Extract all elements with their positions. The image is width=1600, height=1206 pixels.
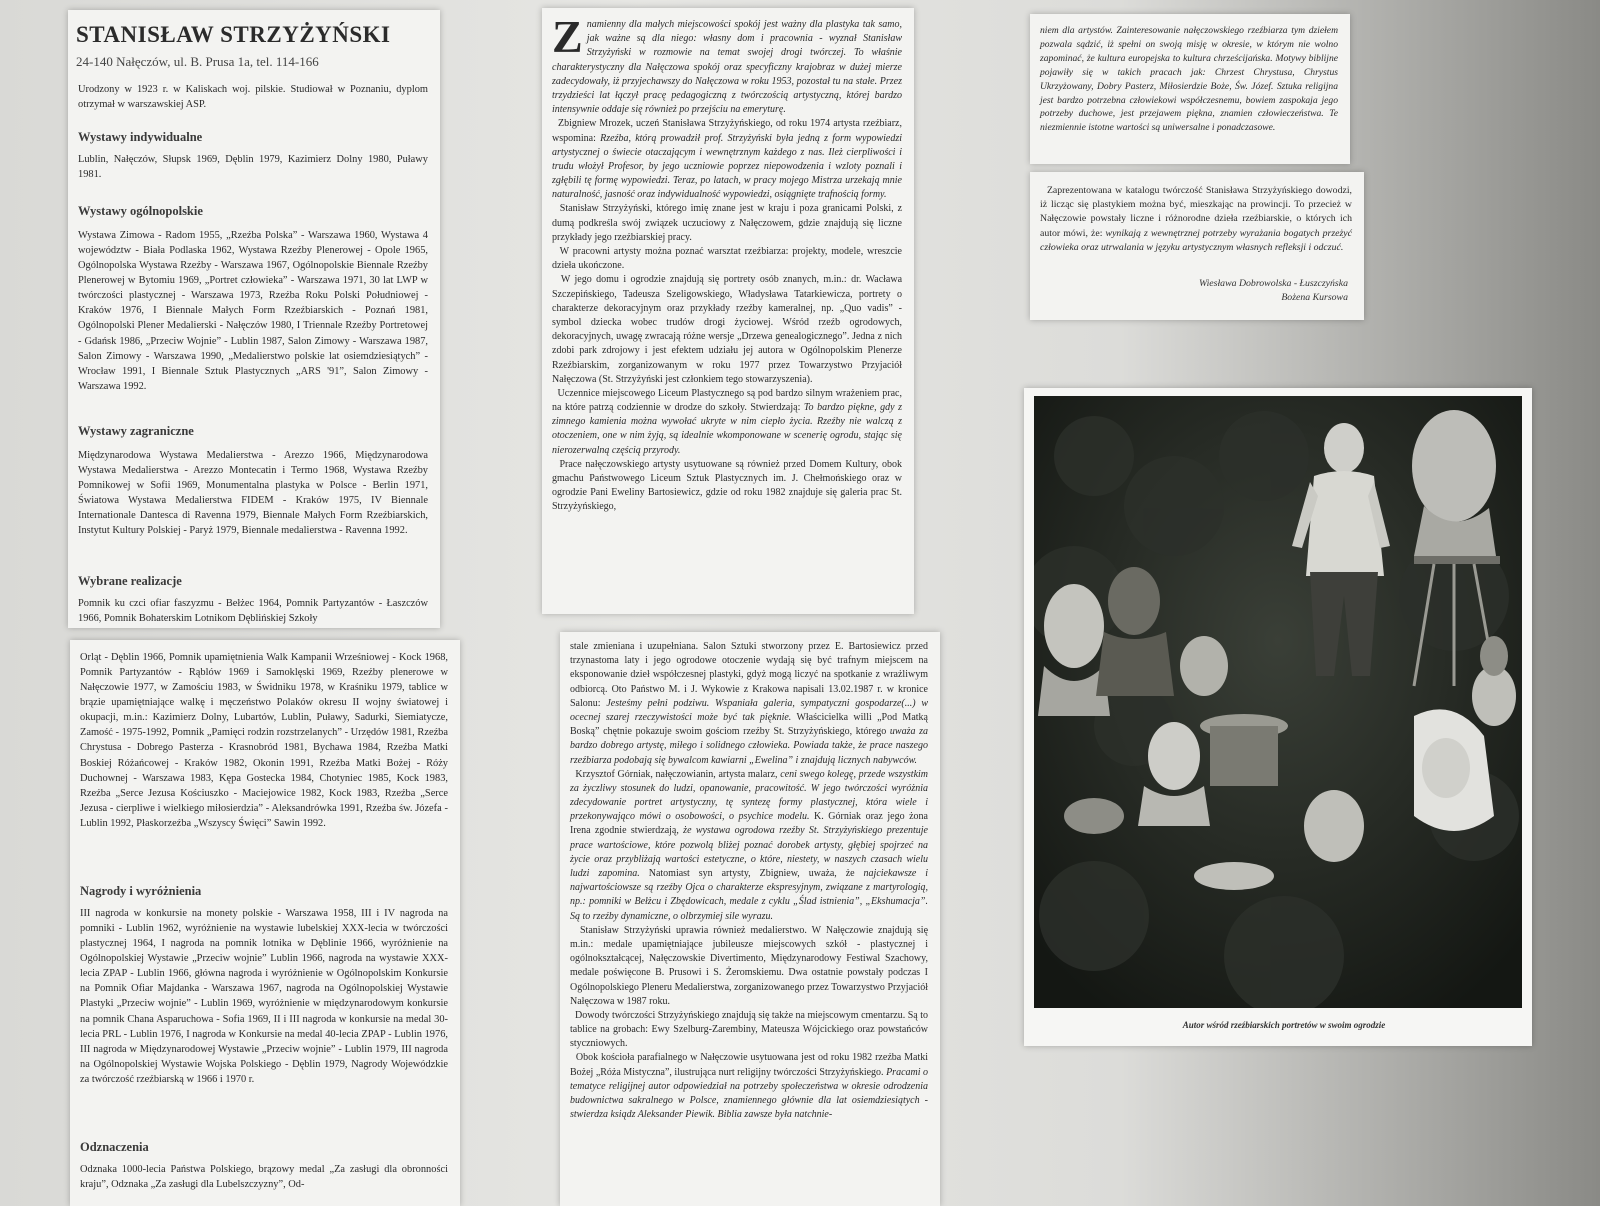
text-odznaczenia: Odznaka 1000-lecia Państwa Polskiego, brązowy medal „Za zasługi dla obronności kraju”, Odznaka „Za zasługi dla Lubelszczyzny”, Od-	[80, 1164, 448, 1191]
article-paragraph-4: W pracowni artysty można poznać warsztat rzeźbiarza: projekty, modele, wreszcie dzieła ukończone.	[552, 246, 902, 272]
heading-indywidualne: Wystawy indywidualne	[78, 130, 203, 144]
article-column-1	[552, 11, 903, 515]
article-paragraph-3: Stanisław Strzyżyński, którego imię znane jest w kraju i poza granicami Polski, z dumą podkreśla swój związek uczuciowy z Nałęczowem, gdzie znajdują się liczne przykłady jego rzeźbiarskiej pracy.	[552, 203, 903, 243]
summary-author-2: Bożena Kursowa	[1281, 292, 1348, 303]
article-quote-gorniak-couple: że wystawa ogrodowa rzeźby St. Strzyżyńskiego prezentuje prace wartościowe, które pozwolą bliżej poznać dorobek artysty, głębiej spojrzeć na życie oraz przybliżają wartości estetyczne, o które, niestety, w naszych czasach wielu ludzi zapomina.	[570, 825, 928, 879]
article-paragraph-10: Stanisław Strzyżyński uprawia również medalierstwo. W Nałęczowie znajdują się m.in.: medale upamiętniające jubileusze miejscowych szkół - plastycznej i ogólnokształcącej, Nałęczowskie Divertimento, Międzynarodowy Festiwal Szachowy, medale poświęcone B. Prusowi i S. Żeromskiemu. Dwa ostatnie powstały podczas I Ogólnopolskiego Pleneru Medalierstwa, zorganizowanego przez Towarzystwo Przyjaciół Nałęczowa w 1987 roku.	[570, 924, 929, 1007]
article-paragraph-9: Krzysztof Górniak, nałęczowianin, artysta malarz,	[575, 768, 778, 780]
page-title: STANISŁAW STRZYŻYŃSKI	[76, 22, 391, 47]
sheet-summary	[1030, 172, 1364, 320]
article-paragraph-8b: Właścicielka willi „Pod Matką Boską” chętnie pokazuje swoim gościom rzeźby St. Strzyżyńskiego, którego	[570, 711, 928, 738]
article-paragraph-8: stale zmieniana i uzupełniana. Salon Sztuki stworzony przez E. Bartosiewicz przed trzynastoma laty i jego ogrodowe otoczenie wydają się być trafnym miejscem na eksponowanie dzieł współczesnej plastyki, gdyż mogą liczyć na spotkanie z wrażliwym odbiorcą. Oto Państwo M. i J. Wykowie z Krakowa napisali 13.02.1987 r. w kronice Salonu:	[570, 641, 928, 709]
heading-odznaczenia: Odznaczenia	[80, 1140, 149, 1154]
summary-quote: wynikają z wewnętrznej potrzeby wyrażania bogatych przeżyć człowieka oraz utrwalania w języku artystycznym własnych refleksji i odczuć.	[1040, 227, 1352, 253]
heading-realizacje: Wybrane realizacje	[78, 574, 182, 588]
article-quote-owner: uważa za bardzo dobrego artystę, miłego i solidnego człowieka. Powiada także, że prace naszego rzeźbiarza podobają się bywalcom kawiarni „Ewelina” i znajdują licznych nabywców.	[570, 726, 928, 766]
article-quote-mrozek: Rzeźba, którą prowadził prof. Strzyżyński była jedną z form wypowiedzi artystycznej o świecie otaczającym i wewnętrznym każdego z nas. Ileż cierpliwości i trudu włożył Profesor, by jego uczniowie poprzez niepowodzenia i wzloty poznali i zgłębili tę formę wypowiedzi. Teraz, po latach, w pracy mojego Mistrza urzekają mnie naturalność, jasność oraz indywidualność wypowiedzi, osiągnięte trafnością formy.	[552, 132, 903, 201]
text-realizacje-continued: Orląt - Dęblin 1966, Pomnik upamiętnienia Walk Kampanii Wrześniowej - Kock 1968, Pomnik Partyzantów - Rąblów 1969 i Samoklęski 1969, Rzeźby plenerowe w Nałęczowie 1977, w Zamościu 1983, w Świdniku 1978, w Kraśniku 1979, tablice w brązie upamiętniające walkę i męczeństwo Polaków okresu II wojny światowej i okupacji, m.in.: Kazimierz Dolny, Lubartów, Lublin, Puławy, Sadurki, Siemiatycze, Zamość - 1975-1992, Pomnik „Pamięci rodzin rozstrzelanych” - Urzędów 1981, Rzeźba Chrystusa - Dobrego Pasterza - Krasnobród 1981, Bychawa 1984, Rzeźba Matki Boskiej Różańcowej - Kraków 1982, Okonin 1991, Rzeźba Matki Bożej - Róży Duchownej - Warszawa 1983, Kępa Gostecka 1984, Chotyniec 1985, Kock 1983, Rzeźba „Serce Jezusa Kościuszko - Maciejowice 1982, Kock 1983, Rzeźba „Serce Jezusa - cierpliwe i wielkiego miłosierdzia” - Aleksandrówka 1991, Rzeźba św. Józefa - Lublin 1992, Płaskorzeźba „Wszyscy Święci” Sawin 1992.	[80, 652, 448, 829]
heading-zagraniczne: Wystawy zagraniczne	[78, 424, 194, 438]
article-paragraph-7: Prace nałęczowskiego artysty usytuowane są również przed Domem Kultury, obok gmachu Państwowego Liceum Sztuk Plastycznych im. J. Chełmońskiego oraz w ogrodzie Pani Eweliny Bartosiewicz, gdzie od roku 1982 znajduje się galeria prac St. Strzyżyńskiego,	[552, 458, 903, 513]
dropcap-letter: Z	[552, 11, 583, 62]
article-paragraph-1: namienny dla małych miejscowości spokój jest ważny dla plastyka tak samo, jak ważne są dla niego: własny dom i pracownia - wyznał Stanisław Strzyżyński w rozmowie na temat swojej drogi twórczej. To właśnie charakterystyczny dla Nałęczowa spokój oraz specyficzny krajobraz w dużej mierze zadecydowały, iż przyjechawszy do Nałęczowa w roku 1953, pozostał tu na stałe. Przez trzydzieści lat łączył pracę pedagogiczną z twórczością artystyczną, której bardzo intensywnie oddaje się również po przejściu na emeryturę.	[552, 19, 902, 116]
text-indywidualne: Lublin, Nałęczów, Słupsk 1969, Dęblin 1979, Kazimierz Dolny 1980, Puławy 1981.	[78, 154, 428, 181]
garden-portrait-photo	[1034, 396, 1522, 1008]
article-paragraph-2: Zbigniew Mrozek, uczeń Stanisława Strzyżyńskiego, od roku 1974 artysta rzeźbiarz, wspomina:	[552, 118, 902, 144]
article-paragraph-11: Dowody twórczości Strzyżyńskiego znajdują się także na miejscowym cmentarzu. Są to tablice na grobach: Ewy Szelburg-Zarembiny, Mateusza Wójcickiego oraz powstańców styczniowych.	[570, 1009, 929, 1050]
summary-text-a: Zaprezentowana w katalogu twórczość Stanisława Strzyżyńskiego dowodzi, iż licząc się plastykiem można być, mieszkając na prowincji. To przecież w Nałęczowie powstały liczne i różnorodne dzieła rzeźbiarskie, o których ich autor mówi, że:	[1040, 185, 1353, 239]
sheet-photo	[1024, 388, 1532, 1046]
sheet-realizacje-nagrody	[70, 640, 460, 1206]
text-realizacje: Pomnik ku czci ofiar faszyzmu - Bełżec 1964, Pomnik Partyzantów - Łaszczów 1966, Pomnik Bohaterskim Lotnikom Dęblińskiej Szkoły	[78, 598, 428, 625]
text-ogolnopolskie: Wystawa Zimowa - Radom 1955, „Rzeźba Polska” - Warszawa 1960, Wystawa 4 województw - Biała Podlaska 1962, Wystawa Rzeźby Plenerowej - Opole 1965, Ogólnopolska Wystawa Rzeźby - Warszawa 1967, Ogólnopolskie Biennale Rzeźby Plenerowej w Bytomiu 1969, „Portret człowieka” - Warszawa 1971, 30 lat LWP w twórczości plastycznej - Warszawa 1973, Rzeźba Roku Polski Południowej - Kraków 1976, I Biennale Małych Form Rzeźbiarskich - Poznań 1981, Ogólnopolski Plener Medalierski - Nałęczów 1980, I Triennale Rzeźby Portretowej - Gdańsk 1986, „Przeciw Wojnie” - Lublin 1987, Salon Zimowy - Warszawa 1987, Salon Zimowy - Warszawa 1990, „Medalierstwo polskie lat osiemdziesiątych” - Wrocław 1991, I Biennale Sztuk Plastycznych „ARS '91”, Salon Zimowy - Warszawa 1992.	[78, 230, 428, 392]
text-nagrody: III nagroda w konkursie na monety polskie - Warszawa 1958, III i IV nagroda na pomniki - Lublin 1962, wyróżnienie na wystawie lubelskiej XXX-lecia w twórczości plastycznej 1964, I nagroda na pomnik lotnika w Dęblinie 1966, wyróżnienie na Ogólnopolskiej Wystawie „Przeciw wojnie” Lublin 1966, nagroda na wystawie XXX-lecia ZPAP - Lublin 1966, główna nagroda i wyróżnienie w Ogólnopolskim Konkursie na Pomnik Ofiar Majdanka - Warszawa 1967, nagroda na Ogólnopolskiej Wystawie Plastyki „Przeciw wojnie” - Lublin 1969, wyróżnienie w międzynarodowym konkursie na pomnik Chana Asparuchowa - Sofia 1969, II i III nagroda w konkursie na medal 30-lecia PRL - Lublin 1976, I nagroda w Konkursie na medal 40-lecia ZPAP - Lublin 1976, III nagroda w Międzynarodowej Wystawie „Przeciw wojnie” - Lublin 1979, III nagroda na Ogólnopolskiej Wystawie Wojska Polskiego - Dęblin 1979, Nagrody Wojewódzkie za twórczość rzeźbiarską w 1966 i 1970 r.	[80, 908, 448, 1085]
article-paragraph-5: W jego domu i ogrodzie znajdują się portrety osób znanych, m.in.: dr. Wacława Szczepińskiego, Tadeusza Szeligowskiego, Władysława Tatarkiewicza, portrety o charakterze dekoracyjnym oraz przykłady rzeźby kameralnej, np. „Quo vadis” - symbol dziecka wobec trudów drogi życiowej. Wśród rzeźb ogrodowych, dekoracyjnych, uwagę zwracają różne wersje „Drzewa genealogicznego”. Jedna z nich zdobi park zdrojowy i jest efektem udziału jej autora w Ogólnopolskim Plenerze Rzeźbiarskim, zorganizowanym w roku 1977 przez Towarzystwo Przyjaciół Nałęczowa (St. Strzyżyński jest członkiem tego stowarzyszenia).	[552, 274, 903, 385]
article-paragraph-6: Uczennice miejscowego Liceum Plastycznego są pod bardzo silnym wrażeniem prac, na które patrzą codziennie w drodze do szkoły. Stwierdzają:	[552, 387, 902, 414]
article-quote-gorniak: ceni swego kolegę, przede wszystkim za życzliwy stosunek do ludzi, opanowanie, pracowitość. W jego twórczości wyróżnia zdecydowanie portret artystyczny, tę syntezę formy plastycznej, która wiele i przekonywająco mówi o osobowości, o psychice modelu.	[570, 768, 929, 823]
artist-address: 24-140 Nałęczów, ul. B. Prusa 1a, tel. 114-166	[76, 54, 319, 69]
sheet-article-end	[1030, 14, 1350, 164]
artist-bio: Urodzony w 1923 r. w Kaliskach woj. pilskie. Studiował w Poznaniu, dyplom otrzymał w warszawskiej ASP.	[78, 84, 428, 111]
sheet-article-part1	[542, 8, 914, 614]
article-column-2	[570, 640, 928, 1122]
heading-ogolnopolskie: Wystawy ogólnopolskie	[78, 204, 203, 218]
article-paragraph-9c: Natomiast syn artysty, Zbigniew, uważa, że	[648, 868, 855, 879]
article-paragraph-13: niem dla artystów. Zainteresowanie nałęczowskiego rzeźbiarza tym dziełem pozwala sądzić, iż spełni on swoją misję w okresie, w którym nie wolno zapominać, że kultura europejska to kultura chrześcijańska. Motywy biblijne pojawiły się w takich pracach jak: Chrzest Chrystusa, Chrystus Ukrzyżowany, Dobry Pasterz, Miłosierdzie Boże, Św. Józef. Sztuka religijna jest bardzo potrzebna człowiekowi współczesnemu, bowiem zaspokaja jego potrzeby duchowe, jest przejawem piękna, znamien człowieczeństwa. Te niezmiennie istotne wartości są uniwersalne i ponadczasowe.	[1040, 25, 1338, 134]
sheet-biography	[68, 10, 440, 628]
article-quote-students: To bardzo piękne, gdy z zimnego kamienia można wywołać ukryte w nim ciepło życia. Rzeźby nie walczą z otoczeniem, one w nim żyją, są idealnie wkomponowane w scenerię ogrodu, stając się nierozerwalną częścią przyrody.	[552, 402, 903, 456]
article-quote-son: najciekawsze i najwartościowsze są rzeźby Ojca o charakterze ekspresyjnym, związane z martyrologią, np.: pomniki w Bełżcu i Zbędowicach, medale z cyklu „Ślad istnienia”, „Ekshumacja”. Są to rzeźby dynamiczne, o olbrzymiej sile wyrazu.	[570, 868, 929, 922]
sheet-article-part2	[560, 632, 940, 1206]
article-quote-wyk: Jesteśmy pełni podziwu. Wspaniała galeria, sympatyczni gospodarze(...) w ocecnej szarej rzeczywistości może być tak pięknie.	[570, 697, 929, 723]
article-quote-priest: Pracami o tematyce religijnej autor odpowiedział na potrzeby społeczeństwa w okresie odrodzenia budownictwa sakralnego w Polsce, znamiennego głównie dla lat osiemdziesiątych - stwierdza ksiądz Aleksander Piewik. Biblia zawsze była natchnie-	[570, 1066, 929, 1121]
text-zagraniczne: Międzynarodowa Wystawa Medalierstwa - Arezzo 1966, Międzynarodowa Wystawa Medalierstwa - Arezzo Montecatin i Termo 1968, Wystawa Rzeźby Pomnikowej w Sofii 1969, Monumentalna plastyka w Polsce - Berlin 1971, Światowa Wystawa Medalierstwa FIDEM - Kraków 1975, IV Biennale Internationale Dantesca di Ravenna 1979, Biennale Małych Form Rzeźbiarskich, Instytut Kultury Polskiej - Paryż 1979, Biennale medalierstwa - Ravenna 1992.	[78, 450, 428, 537]
article-paragraph-9b: K. Górniak oraz jego żona Irena zgodnie stwierdzają,	[570, 811, 928, 837]
photo-caption: Autor wśród rzeźbiarskich portretów w swoim ogrodzie	[1182, 1020, 1386, 1030]
summary-text	[1040, 184, 1352, 255]
summary-author-1: Wiesława Dobrowolska - Łuszczyńska	[1198, 278, 1348, 289]
article-paragraph-12: Obok kościoła parafialnego w Nałęczowie usytuowana jest od roku 1982 rzeźba Matki Bożej „Róża Mistyczna”, ilustrująca nurt religijny twórczości Strzyżyńskiego.	[570, 1052, 929, 1078]
photo-illustration	[1034, 396, 1522, 1008]
bust-large	[1412, 410, 1500, 564]
heading-nagrody: Nagrody i wyróżnienia	[80, 884, 202, 898]
